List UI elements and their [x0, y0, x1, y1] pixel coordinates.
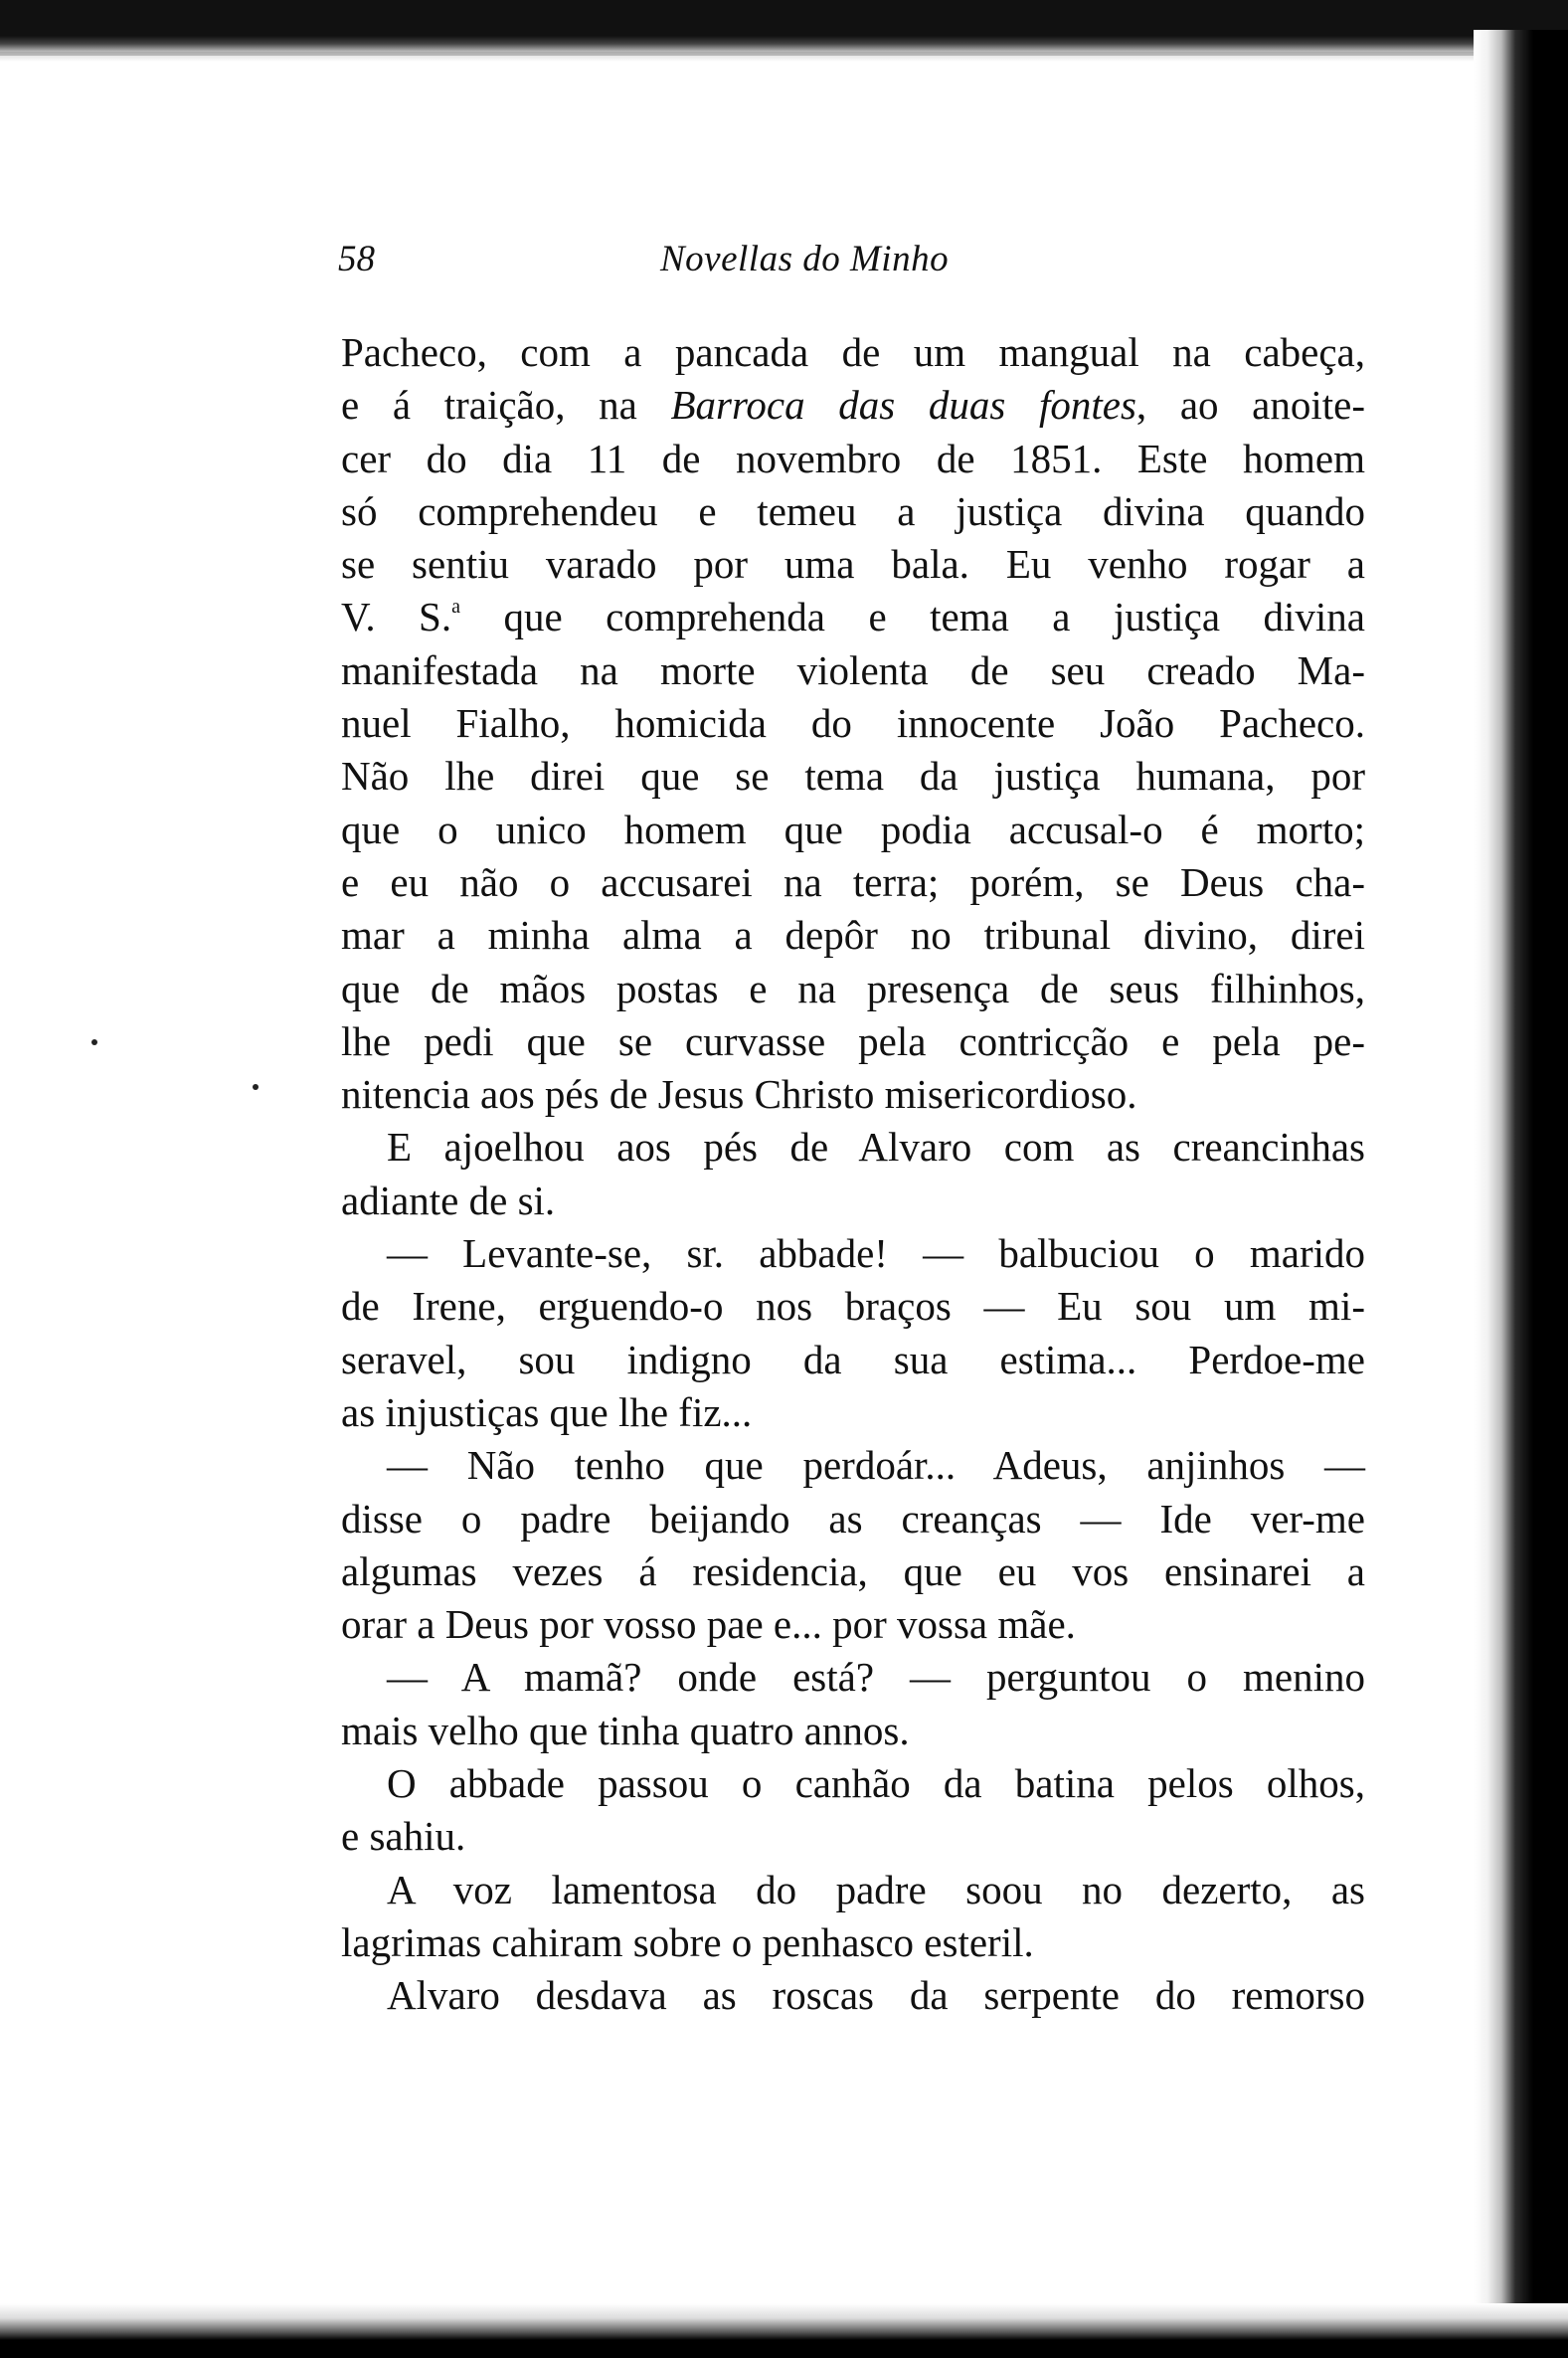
text-line: [341, 591, 1365, 643]
text-line: Pacheco, com a pancada de um mangual na cabeça,: [341, 329, 1365, 375]
text-line: adiante de si.: [341, 1177, 556, 1223]
scan-top-lip: [0, 52, 1568, 56]
text-line: que de mãos postas e na presença de seus filhinhos,: [341, 965, 1365, 1011]
text-line: Não lhe direi que se tema da justiça humana, por: [341, 753, 1365, 800]
text-line: nuel Fialho, homicida do innocente João Pacheco.: [341, 700, 1365, 747]
text-line: só comprehendeu e temeu a justiça divina quando: [341, 487, 1365, 534]
page-header: [338, 235, 1368, 294]
text-line: E ajoelhou aos pés de Alvaro com as creancinhas: [387, 1124, 1365, 1171]
text-line: mar a minha alma a depôr no tribunal divino, direi: [341, 912, 1365, 959]
text-segment: que comprehenda e tema a justiça divina: [460, 594, 1365, 640]
italic-place-name: Barroca das duas fontes: [670, 382, 1136, 429]
text-line: disse o padre beijando as creanças — Ide ver-me: [341, 1495, 1365, 1542]
text-line: as injustiças que lhe fiz...: [341, 1388, 753, 1435]
text-segment: e á traição, na: [341, 382, 671, 429]
text-line: mais velho que tinha quatro annos.: [341, 1707, 910, 1753]
text-line: cer do dia 11 de novembro de 1851. Este homem: [341, 435, 1365, 481]
scan-bottom-edge: [0, 2303, 1568, 2358]
text-segment: V. S.: [341, 594, 452, 640]
text-line: e sahiu.: [341, 1813, 466, 1860]
text-line: orar a Deus por vosso pae e... por vossa mãe.: [341, 1601, 1076, 1648]
body-text: [341, 326, 1365, 2023]
text-line: — Levante-se, sr. abbade! — balbuciou o marido: [387, 1230, 1365, 1277]
text-line: e eu não o accusarei na terra; porém, se Deus cha-: [341, 858, 1365, 905]
running-title: Novellas do Minho: [660, 239, 950, 279]
scan-speck: [253, 1084, 259, 1090]
text-line: nitencia aos pés de Jesus Christo misericordioso.: [341, 1071, 1137, 1118]
text-line: O abbade passou o canhão da batina pelos olhos,: [387, 1760, 1365, 1807]
text-line: — Não tenho que perdoár... Adeus, anjinhos —: [387, 1442, 1365, 1489]
text-line: A voz lamentosa do padre soou no dezerto, as: [387, 1866, 1365, 1912]
text-line: lhe pedi que se curvasse pela contricção e pela pe-: [341, 1017, 1365, 1064]
text-line: lagrimas cahiram sobre o penhasco esteril.: [341, 1918, 1034, 1965]
text-line: que o unico homem que podia accusal-o é morto;: [341, 806, 1365, 852]
text-segment: , ao anoite-: [1135, 382, 1366, 429]
page-number: 58: [338, 239, 375, 279]
text-line: Alvaro desdava as roscas da serpente do remorso: [387, 1972, 1365, 2019]
text-line: [341, 379, 1365, 432]
scan-speck: [91, 1039, 97, 1045]
superscript: a: [451, 596, 460, 619]
text-line: manifestada na morte violenta de seu creado Ma-: [341, 646, 1365, 693]
text-line: se sentiu varado por uma bala. Eu venho rogar a: [341, 541, 1365, 588]
text-line: algumas vezes á residencia, que eu vos ensinarei a: [341, 1547, 1365, 1594]
scan-top-edge: [0, 0, 1568, 62]
text-line: de Irene, erguendo-o nos braços — Eu sou um mi-: [341, 1283, 1365, 1330]
text-line: — A mamã? onde está? — perguntou o menino: [387, 1654, 1365, 1701]
text-line: seravel, sou indigno da sua estima... Perdoe-me: [341, 1336, 1365, 1382]
scan-right-edge: [1474, 30, 1568, 2358]
